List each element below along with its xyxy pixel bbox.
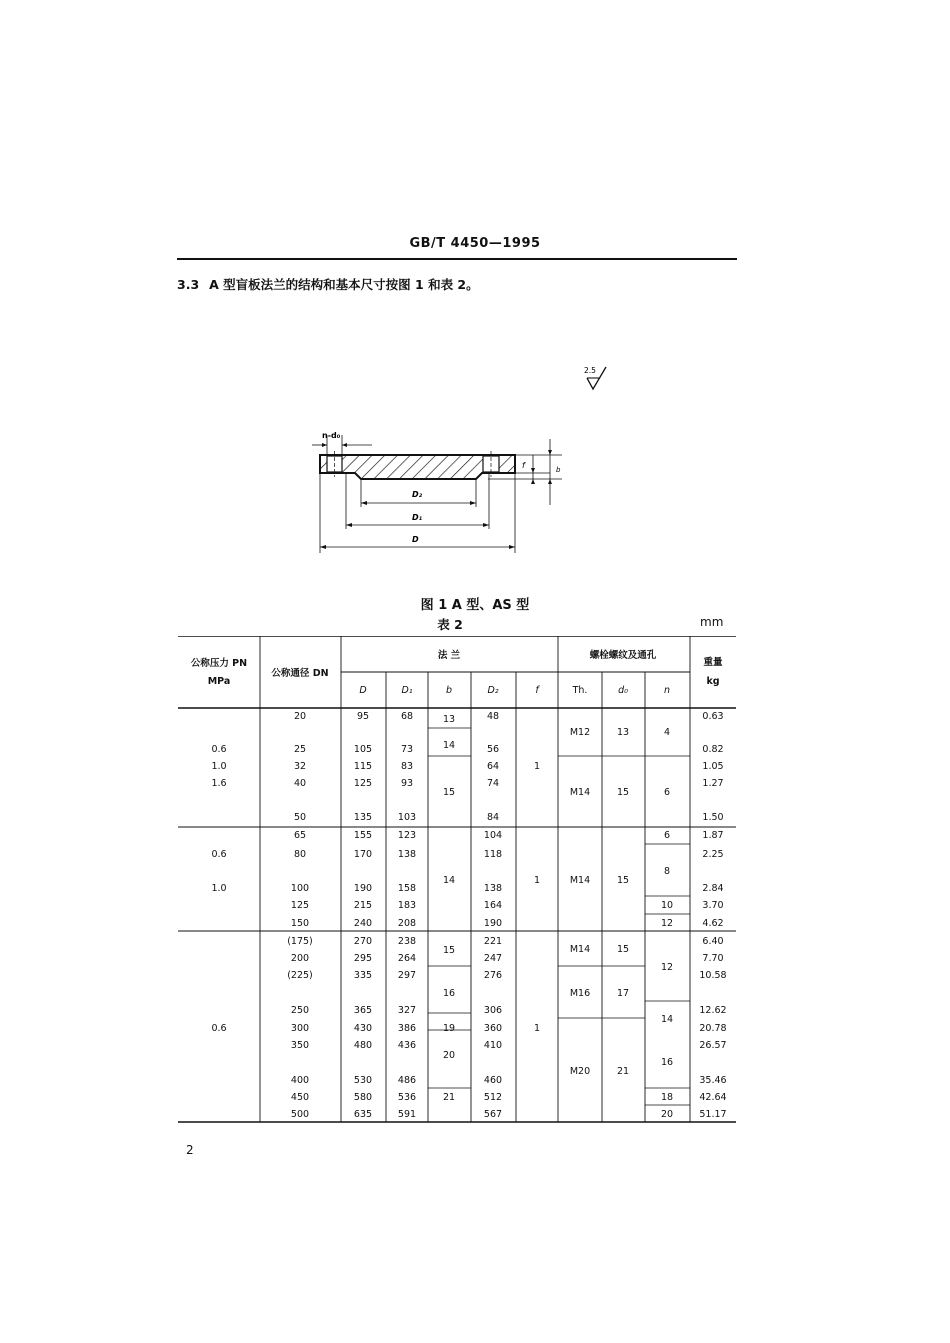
col-header-d2: D₂ <box>487 685 499 696</box>
d-cell: 295 <box>353 953 373 964</box>
d1-cell: 436 <box>397 1040 417 1051</box>
section-text: A 型盲板法兰的结构和基本尺寸按图 1 和表 2。 <box>209 277 479 292</box>
weight-cell: 10.58 <box>699 970 727 981</box>
standard-header: GB/T 4450—1995 <box>409 236 541 251</box>
flange-body <box>320 451 515 479</box>
d1-cell: 138 <box>397 849 417 860</box>
weight-cell: 0.63 <box>702 711 724 722</box>
d2-cell: 164 <box>483 900 503 911</box>
d-cell: 635 <box>353 1109 373 1120</box>
weight-cell: 12.62 <box>699 1005 727 1016</box>
dn-cell: 50 <box>293 812 307 823</box>
n-cell: 20 <box>660 1109 674 1120</box>
d-cell: 430 <box>353 1023 373 1034</box>
weight-cell: 1.50 <box>702 812 724 823</box>
d1-cell: 93 <box>400 778 414 789</box>
d2-cell: 118 <box>483 849 503 860</box>
b-cell: 16 <box>442 988 456 999</box>
dn-header: 公称通径 DN <box>271 668 329 679</box>
weight-header: 重量 <box>703 657 723 668</box>
weight-cell: 3.70 <box>702 900 724 911</box>
weight-cell: 26.57 <box>699 1040 727 1051</box>
page-number: 2 <box>186 1143 194 1157</box>
d1-cell: 123 <box>397 830 417 841</box>
d2-cell: 48 <box>486 711 500 722</box>
d1-cell: 297 <box>397 970 417 981</box>
weight-cell: 20.78 <box>699 1023 727 1034</box>
d0-cell: 15 <box>616 875 630 886</box>
d2-cell: 64 <box>486 761 500 772</box>
table-text <box>191 649 727 1120</box>
weight-cell: 0.82 <box>702 744 724 755</box>
table-lines <box>178 636 736 1122</box>
b-cell: 14 <box>442 740 456 751</box>
th-cell: M14 <box>569 787 591 798</box>
f-cell: 1 <box>533 761 541 772</box>
d1-cell: 591 <box>397 1109 417 1120</box>
roughness-value: 2.5 <box>584 366 596 375</box>
bolt-group-header: 螺栓螺纹及通孔 <box>589 650 657 661</box>
d1-cell: 158 <box>397 883 417 894</box>
dn-cell: 400 <box>290 1075 310 1086</box>
weight-cell: 1.05 <box>702 761 724 772</box>
d-cell: 335 <box>353 970 373 981</box>
pn-header: 公称压力 PN <box>190 658 248 669</box>
pn-value: 1.0 <box>211 761 227 772</box>
pn-value: 0.6 <box>211 849 227 860</box>
col-header-th: Th. <box>572 685 588 696</box>
d2-cell: 360 <box>483 1023 503 1034</box>
d-cell: 95 <box>356 711 370 722</box>
weight-cell: 1.27 <box>702 778 724 789</box>
d1-cell: 183 <box>397 900 417 911</box>
d1-cell: 73 <box>400 744 414 755</box>
d-cell: 190 <box>353 883 373 894</box>
n-cell: 10 <box>660 900 674 911</box>
hole-dimension-label: n-d₀ <box>322 431 341 440</box>
th-cell: M16 <box>569 988 591 999</box>
d2-cell: 56 <box>486 744 500 755</box>
d2-cell: 190 <box>483 918 503 929</box>
d2-cell: 410 <box>483 1040 503 1051</box>
dn-cell: 150 <box>290 918 310 929</box>
flange-group-header: 法 兰 <box>437 650 461 661</box>
d2-cell: 306 <box>483 1005 503 1016</box>
dn-cell: 80 <box>293 849 307 860</box>
d1-cell: 327 <box>397 1005 417 1016</box>
flange-section-drawing <box>300 425 570 555</box>
d2-cell: 276 <box>483 970 503 981</box>
d2-cell: 567 <box>483 1109 503 1120</box>
th-cell: M12 <box>569 727 591 738</box>
th-cell: M14 <box>569 875 591 886</box>
dn-cell: 300 <box>290 1023 310 1034</box>
d-cell: 530 <box>353 1075 373 1086</box>
d2-cell: 104 <box>483 830 503 841</box>
d-cell: 170 <box>353 849 373 860</box>
col-header-f: f <box>535 685 539 696</box>
f-cell: 1 <box>533 1023 541 1034</box>
b-cell: 13 <box>442 714 456 725</box>
d-cell: 135 <box>353 812 373 823</box>
b-cell: 21 <box>442 1092 456 1103</box>
col-header-d: D <box>359 685 367 696</box>
weight-cell: 2.84 <box>702 883 724 894</box>
d2-cell: 138 <box>483 883 503 894</box>
pn-unit-header: MPa <box>207 676 231 687</box>
pn-value: 1.0 <box>211 883 227 894</box>
d1-cell: 208 <box>397 918 417 929</box>
d0-cell: 15 <box>616 944 630 955</box>
d1-cell: 264 <box>397 953 417 964</box>
weight-cell: 2.25 <box>702 849 724 860</box>
hole-dimension <box>312 431 372 454</box>
dn-cell: 350 <box>290 1040 310 1051</box>
b-cell: 14 <box>442 875 456 886</box>
col-header-b: b <box>445 685 453 696</box>
col-header-d0: d₀ <box>618 685 628 696</box>
d2-cell: 460 <box>483 1075 503 1086</box>
n-cell: 8 <box>663 866 671 877</box>
d-cell: 480 <box>353 1040 373 1051</box>
d0-cell: 13 <box>616 727 630 738</box>
dimension-table <box>178 636 738 1126</box>
f-cell: 1 <box>533 875 541 886</box>
weight-cell: 35.46 <box>699 1075 727 1086</box>
dn-cell: 32 <box>293 761 307 772</box>
d-cell: 115 <box>353 761 373 772</box>
d0-cell: 17 <box>616 988 630 999</box>
n-cell: 18 <box>660 1092 674 1103</box>
surface-roughness-icon <box>580 364 620 396</box>
d-cell: 105 <box>353 744 373 755</box>
n-cell: 14 <box>660 1014 674 1025</box>
d0-cell: 15 <box>616 787 630 798</box>
d2-cell: 84 <box>486 812 500 823</box>
dn-cell: 250 <box>290 1005 310 1016</box>
weight-cell: 4.62 <box>702 918 724 929</box>
b-cell: 15 <box>442 945 456 956</box>
d2-cell: 221 <box>483 936 503 947</box>
n-cell: 16 <box>660 1057 674 1068</box>
col-header-d1: D₁ <box>401 685 413 696</box>
d1-cell: 83 <box>400 761 414 772</box>
f-label: f <box>522 461 525 470</box>
n-cell: 6 <box>663 830 671 841</box>
dn-cell: 200 <box>290 953 310 964</box>
dn-cell: 25 <box>293 744 307 755</box>
weight-cell: 51.17 <box>699 1109 727 1120</box>
table-unit: mm <box>700 615 724 629</box>
d-cell: 580 <box>353 1092 373 1103</box>
col-header-n: n <box>663 685 671 696</box>
n-cell: 4 <box>663 727 671 738</box>
th-cell: M20 <box>569 1066 591 1077</box>
weight-cell: 1.87 <box>702 830 724 841</box>
d1-cell: 103 <box>397 812 417 823</box>
dn-cell: 40 <box>293 778 307 789</box>
dn-cell: 450 <box>290 1092 310 1103</box>
b-cell: 20 <box>442 1050 456 1061</box>
section-number: 3.3 <box>177 277 200 292</box>
d-cell: 125 <box>353 778 373 789</box>
figure-caption: 图 1 A 型、AS 型 <box>420 598 530 613</box>
pn-value: 0.6 <box>211 744 227 755</box>
diameter-dimensions <box>320 473 515 553</box>
d2-cell: 247 <box>483 953 503 964</box>
d2-cell: 512 <box>483 1092 503 1103</box>
b-cell: 15 <box>442 787 456 798</box>
d1-cell: 68 <box>400 711 414 722</box>
d-cell: 155 <box>353 830 373 841</box>
dn-cell: 125 <box>290 900 310 911</box>
d-cell: 240 <box>353 918 373 929</box>
th-cell: M14 <box>569 944 591 955</box>
d1-cell: 238 <box>397 936 417 947</box>
d0-cell: 21 <box>616 1066 630 1077</box>
table-title: 表 2 <box>437 617 463 632</box>
d1-cell: 536 <box>397 1092 417 1103</box>
weight-cell: 7.70 <box>702 953 724 964</box>
weight-cell: 6.40 <box>702 936 724 947</box>
b-cell: 19 <box>442 1023 456 1034</box>
section-paragraph <box>177 275 479 293</box>
n-cell: 12 <box>660 918 674 929</box>
n-cell: 6 <box>663 787 671 798</box>
b-label: b <box>556 466 561 474</box>
d-label: D <box>412 535 419 544</box>
dn-cell: 100 <box>290 883 310 894</box>
dn-cell: 65 <box>293 830 307 841</box>
d-cell: 365 <box>353 1005 373 1016</box>
dn-cell: 20 <box>293 711 307 722</box>
d2-label: D₂ <box>412 490 423 499</box>
pn-value: 1.6 <box>211 778 227 789</box>
weight-unit-header: kg <box>706 676 720 687</box>
d2-cell: 74 <box>486 778 500 789</box>
header-rule <box>177 258 737 260</box>
d1-cell: 486 <box>397 1075 417 1086</box>
d-cell: 270 <box>353 936 373 947</box>
n-cell: 12 <box>660 962 674 973</box>
dn-cell: 500 <box>290 1109 310 1120</box>
pn-value: 0.6 <box>211 1023 227 1034</box>
d1-cell: 386 <box>397 1023 417 1034</box>
dn-cell: (175) <box>287 936 313 947</box>
d1-label: D₁ <box>412 513 423 522</box>
weight-cell: 42.64 <box>699 1092 727 1103</box>
d-cell: 215 <box>353 900 373 911</box>
dn-cell: (225) <box>287 970 313 981</box>
